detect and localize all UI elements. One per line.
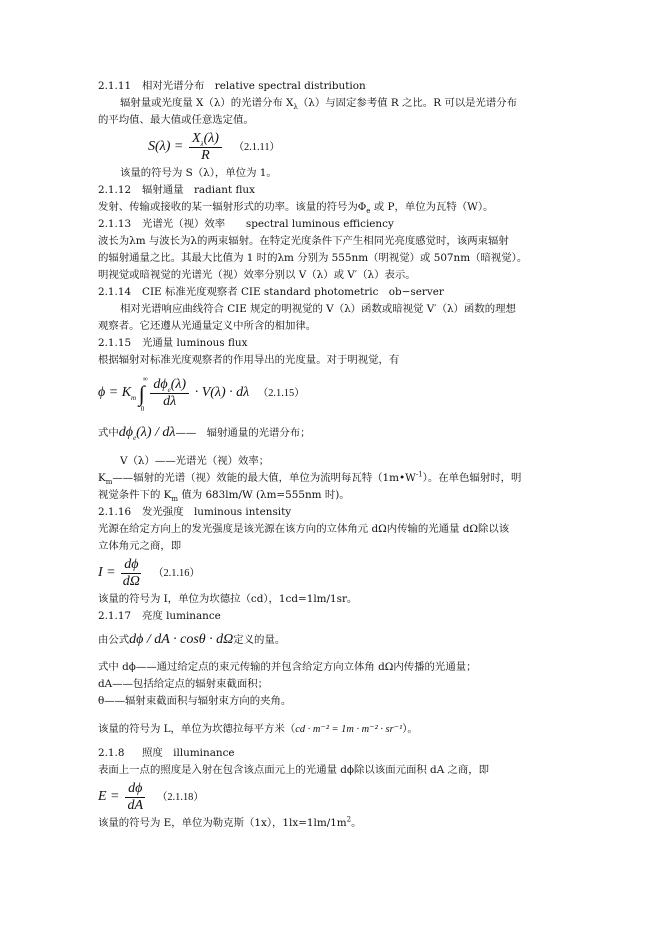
section-heading-2-1-15: 2.1.15 光通量 luminous flux: [98, 337, 248, 349]
paragraph: 观察者。它还遵从光通量定义中所含的相加律。: [98, 320, 317, 332]
where-clause: $K_m——$辐射的光谱（视）效能的最大值，单位为流明每瓦特$(1m•W^{-1})$。在单色辐射时，明: [98, 470, 522, 487]
where-clause: 式中 dϕ——通过给定点的束元传输的并包含给定方向立体角 dΩ内传播的光通量；: [98, 661, 477, 673]
paragraph: 光源在给定方向上的发光强度是该光源在该方向的立体角元 dΩ内传输的光通量 dΩ除以该: [98, 523, 510, 535]
formula-2-1-18: E = $\frac{d\phi}{dA}$ （2.1.18）: [98, 781, 204, 814]
section-heading-2-1-14: 2.1.14 CIE 标准光度观察者 CIE standard photometric ob−server: [98, 286, 444, 298]
paragraph: 立体角元之商，即: [98, 540, 182, 552]
where-clause: V（λ）——光谱光（视）效率；: [120, 455, 270, 467]
paragraph: 相对光谱响应曲线符合 CIE 规定的明视觉的 V（λ）函数或暗视觉 V′（λ）函数的理想: [120, 303, 516, 315]
section-heading-2-1-17: 2.1.17 亮度 luminance: [98, 610, 221, 622]
where-clause: θ——辐射束截面积与辐射束方向的夹角。: [98, 695, 292, 707]
paragraph: 该量的符号为 L，单位为坎德拉每平方米（cd · m⁻² = 1m · m⁻² · sr⁻¹）。: [98, 723, 418, 735]
paragraph: 该量的符号为 I，单位为坎德拉（cd），1cd=1lm/1sr。: [98, 593, 358, 605]
paragraph: 辐射量或光度量 X（λ）的光谱分布 $X_\lambda(\lambda)$与固定参考值 R 之比。R 可以是光谱分布: [120, 97, 518, 112]
section-heading-2-1-16: 2.1.16 发光强度 luminous intensity: [98, 506, 292, 518]
section-heading-2-1-11: 2.1.11 相对光谱分布 relative spectral distribution: [98, 80, 366, 92]
document-body: [98, 78, 578, 832]
paragraph: 该量的符号为 S（λ），单位为 1。: [120, 167, 277, 179]
section-heading-2-1-12: 2.1.12 辐射通量 radiant flux: [98, 184, 255, 196]
formula-2-1-16: I = $\frac{d\phi}{d\Omega}$ （2.1.16）: [98, 557, 200, 590]
paragraph: 的平均值、最大值或任意选定值。: [98, 114, 254, 126]
where-clause: dA——包括给定点的辐射束截面积；: [98, 678, 269, 690]
section-heading-2-1-8: 2.1.8 照度 illuminance: [98, 747, 235, 759]
paragraph: 由公式dϕ / dA · cosθ · dΩ定义的量。: [98, 632, 286, 647]
formula-2-1-11: S(λ) = $\frac{X_\lambda(\lambda)}{R}$ （2.1.11）: [148, 131, 280, 164]
paragraph: 该量的符号为 E，单位为勒克斯（1x），$1lx=1lm/1m^2$。: [98, 815, 362, 829]
where-clause: 视觉条件下的 $K_m$ 值为 683lm/W (λm=555nm 时)。: [98, 489, 350, 504]
paragraph: 波长为λm 与波长为λ的两束辐射。在特定光度条件下产生相同光亮度感觉时，该两束辐射: [98, 235, 509, 247]
paragraph: 的辐射通量之比。其最大比值为 1 时的λm 分别为 555nm（明视觉）或 507nm（暗视觉）。: [98, 252, 528, 264]
paragraph: 发射、传输或接收的某一辐射形式的功率。该量的符号为$\Phi_e$ 或 P，单位为瓦特（W）。: [98, 201, 494, 216]
integral-sign: ∫ ∞ 0: [138, 374, 148, 413]
formula-2-1-15: $\phi = K_m$ ∫ ∞ 0 $\frac{d\phi_e(\lambda)}{d\lambda}$ · V(λ) · dλ （2.1.15）: [98, 374, 305, 413]
paragraph: 表面上一点的照度是入射在包含该点面元上的光通量 dϕ除以该面元面积 dA 之商，即: [98, 764, 490, 776]
where-clause: 式中$d\phi_e(\lambda)$ / dλ—— 辐射通量的光谱分布；: [98, 425, 311, 442]
paragraph: 根据辐射对标准光度观察者的作用导出的光度量。对于明视觉，有: [98, 354, 400, 366]
section-heading-2-1-13: 2.1.13 光谱光（视）效率 spectral luminous efficiency: [98, 218, 394, 230]
paragraph: 明视觉或暗视觉的光谱光（视）效率分别以 V（λ）或 V′（λ）表示。: [98, 269, 416, 281]
